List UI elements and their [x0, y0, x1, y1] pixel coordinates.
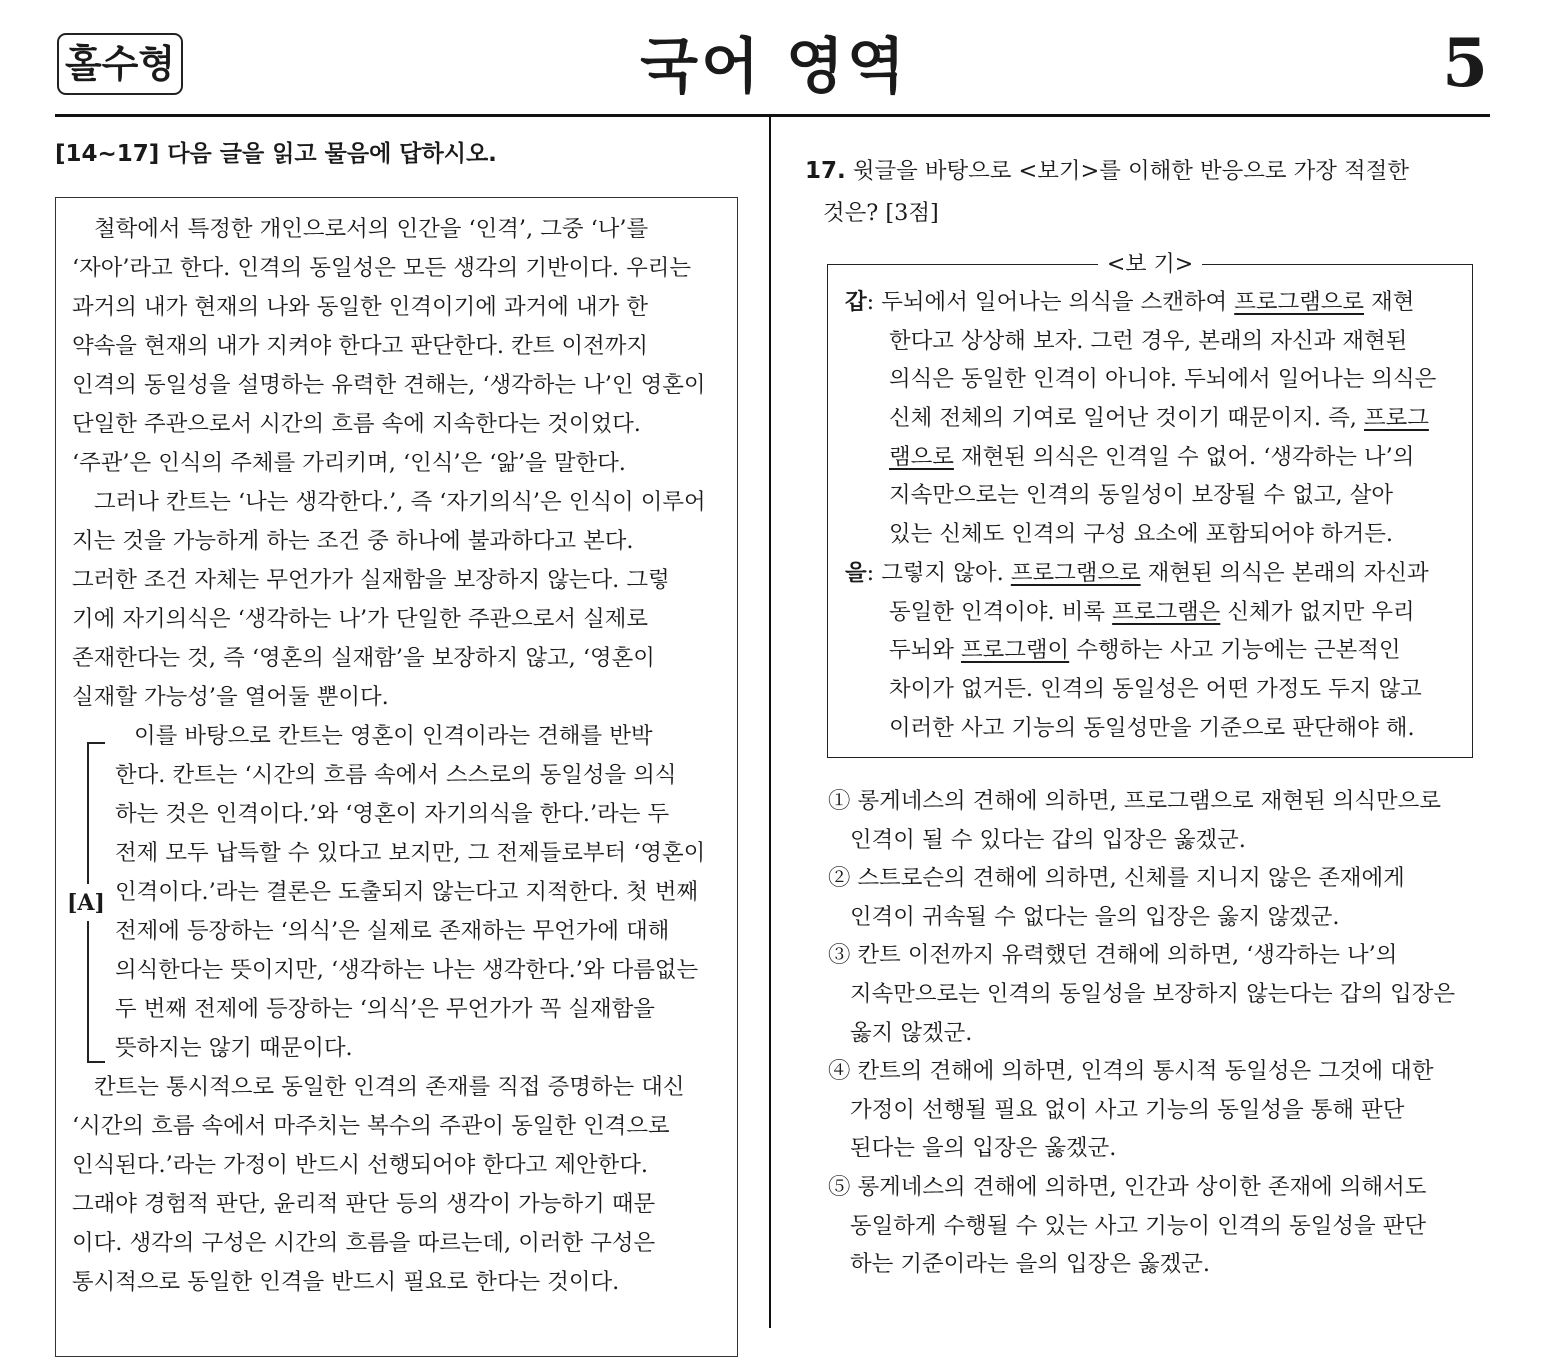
- bogi-line: 지속만으로는 인격의 동일성이 보장될 수 없고, 살아: [889, 482, 1394, 509]
- passage-line: 단일한 주관으로서 시간의 흐름 속에 지속한다는 것이었다.: [72, 411, 641, 437]
- choice-3[interactable]: ③ 칸트 이전까지 유력했던 견해에 의하면, ‘생각하는 나’의: [828, 942, 1398, 969]
- question-stem: [805, 150, 1473, 234]
- passage-line: 인격의 동일성을 설명하는 유력한 견해는, ‘생각하는 나’인 영혼이: [72, 372, 706, 398]
- bracket-a-label: [A]: [67, 885, 105, 921]
- header-rule: [55, 114, 1490, 117]
- bogi-segment: 신체 전체의 기여로 일어난 것이기 때문이지. 즉,: [889, 405, 1365, 432]
- bogi-line: 한다고 상상해 보자. 그런 경우, 본래의 자신과 재현된: [889, 327, 1408, 354]
- question-stem-line: [805, 150, 1473, 192]
- bogi-line: 이러한 사고 기능의 동일성만을 기준으로 판단해야 해.: [889, 714, 1415, 741]
- bogi-segment: 신체가 없지만 우리: [1220, 598, 1415, 625]
- choice-4-cont: 가정이 선행될 필요 없이 사고 기능의 동일성을 통해 판단: [850, 1096, 1405, 1123]
- passage-line-a: 인격이다.’라는 결론은 도출되지 않는다고 지적한다. 첫 번째: [115, 879, 699, 905]
- passage-instruction: [14~17] 다음 글을 읽고 물음에 답하시오.: [55, 141, 497, 167]
- passage-line: 칸트는 통시적으로 동일한 인격의 존재를 직접 증명하는 대신: [94, 1074, 685, 1100]
- bogi-segment: 재현: [1364, 289, 1415, 315]
- bogi-line: [845, 283, 1457, 322]
- bogi-segment: 두뇌와: [889, 637, 962, 664]
- bogi-line: 있는 신체도 인격의 구성 요소에 포함되어야 하거든.: [889, 521, 1394, 548]
- bogi-segment: : 그렇지 않아.: [866, 559, 1011, 586]
- passage-line-a: 이를 바탕으로 칸트는 영혼이 인격이라는 견해를 반박: [134, 723, 653, 749]
- choice-2-cont: 인격이 귀속될 수 없다는 을의 입장은 옳지 않겠군.: [850, 903, 1340, 930]
- bogi-segment: 수행하는 사고 기능에는 근본적인: [1069, 637, 1401, 664]
- passage-text: [72, 210, 718, 1302]
- bogi-segment: : 두뇌에서 일어나는 의식을 스캔하여: [866, 289, 1235, 315]
- passage-line: 인식된다.’라는 가정이 반드시 선행되어야 한다고 제안한다.: [72, 1152, 649, 1178]
- question-stem-line: 것은? [3점]: [823, 200, 939, 226]
- bogi-line: [845, 631, 1457, 670]
- bogi-line: 의식은 동일한 인격이 아니야. 두뇌에서 일어나는 의식은: [889, 366, 1437, 393]
- underlined-program: 프로그: [1364, 405, 1429, 432]
- underlined-program: 프로그램으로: [1234, 289, 1364, 315]
- speaker-gap: 갑: [845, 289, 867, 315]
- bogi-segment: 재현된 의식은 인격일 수 없어. ‘생각하는 나’의: [953, 443, 1415, 470]
- page-number: 5: [1442, 24, 1488, 102]
- column-divider: [769, 117, 771, 1328]
- passage-line: ‘시간의 흐름 속에서 마주치는 복수의 주관이 동일한 인격으로: [72, 1113, 670, 1139]
- passage-line: 통시적으로 동일한 인격을 반드시 필요로 한다는 것이다.: [72, 1269, 620, 1295]
- choice-3-cont: 옳지 않겠군.: [850, 1019, 973, 1046]
- choice-1-cont: 인격이 될 수 있다는 갑의 입장은 옳겠군.: [850, 826, 1246, 853]
- bogi-text: [845, 283, 1457, 747]
- passage-line-a: 뜻하지는 않기 때문이다.: [115, 1035, 353, 1061]
- underlined-program: 프로그램으로: [1010, 559, 1141, 586]
- bogi-title: <보 기>: [1098, 250, 1202, 280]
- bogi-line: [845, 554, 1457, 593]
- question-number: 17.: [805, 158, 846, 184]
- underlined-program: 프로그램이: [961, 637, 1070, 664]
- bogi-segment: 재현된 의식은 본래의 자신과: [1140, 559, 1429, 586]
- passage-line: 이다. 생각의 구성은 시간의 흐름을 따르는데, 이러한 구성은: [72, 1230, 656, 1256]
- passage-line-a: 전제에 등장하는 ‘의식’은 실제로 존재하는 무언가에 대해: [115, 918, 670, 944]
- passage-line: 약속을 현재의 내가 지켜야 한다고 판단한다. 칸트 이전까지: [72, 333, 649, 359]
- passage-line-a: 의식한다는 뜻이지만, ‘생각하는 나는 생각한다.’와 다름없는: [115, 957, 699, 983]
- passage-line: 과거의 내가 현재의 나와 동일한 인격이기에 과거에 내가 한: [72, 294, 649, 320]
- passage-line: ‘주관’은 인식의 주체를 가리키며, ‘인식’은 ‘앎’을 말한다.: [72, 450, 626, 476]
- bogi-line: [845, 399, 1457, 438]
- speaker-eul: 을: [845, 559, 867, 586]
- passage-line-a: 두 번째 전제에 등장하는 ‘의식’은 무언가가 꼭 실재함을: [115, 996, 655, 1022]
- choice-5-cont: 하는 기준이라는 을의 입장은 옳겠군.: [850, 1251, 1211, 1278]
- bogi-line: [845, 438, 1457, 477]
- passage-line: 그러나 칸트는 ‘나는 생각한다.’, 즉 ‘자기의식’은 인식이 이루어: [94, 489, 706, 515]
- choice-4-cont: 된다는 을의 입장은 옳겠군.: [850, 1135, 1117, 1162]
- passage-line: 기에 자기의식은 ‘생각하는 나’가 단일한 주관으로서 실제로: [72, 606, 649, 632]
- bogi-line: [845, 593, 1457, 632]
- bogi-line: 차이가 없거든. 인격의 동일성은 어떤 가정도 두지 않고: [889, 675, 1422, 702]
- passage-line-a: 하는 것은 인격이다.’와 ‘영혼이 자기의식을 한다.’라는 두: [115, 801, 670, 827]
- exam-type-badge: 홀수형: [57, 33, 183, 95]
- choice-4[interactable]: ④ 칸트의 견해에 의하면, 인격의 통시적 동일성은 그것에 대한: [828, 1058, 1434, 1085]
- passage-line: 실재할 가능성’을 열어둘 뿐이다.: [72, 684, 389, 710]
- choice-2[interactable]: ② 스트로슨의 견해에 의하면, 신체를 지니지 않은 존재에게: [828, 865, 1405, 892]
- bogi-segment: 동일한 인격이야. 비록: [889, 598, 1113, 625]
- underlined-program: 램으로: [889, 443, 954, 470]
- passage-line: ‘자아’라고 한다. 인격의 동일성은 모든 생각의 기반이다. 우리는: [72, 255, 692, 281]
- passage-line: 철학에서 특정한 개인으로서의 인간을 ‘인격’, 그중 ‘나’를: [94, 216, 649, 242]
- question-text: 윗글을 바탕으로 <보기>를 이해한 반응으로 가장 적절한: [852, 158, 1409, 184]
- passage-line: 존재한다는 것, 즉 ‘영혼의 실재함’을 보장하지 않고, ‘영혼이: [72, 645, 655, 671]
- passage-line: 지는 것을 가능하게 하는 조건 중 하나에 불과하다고 본다.: [72, 528, 634, 554]
- choice-3-cont: 지속만으로는 인격의 동일성을 보장하지 않는다는 갑의 입장은: [850, 980, 1456, 1007]
- passage-line: 그러한 조건 자체는 무언가가 실재함을 보장하지 않는다. 그렇: [72, 567, 670, 593]
- choice-5-cont: 동일하게 수행될 수 있는 사고 기능이 인격의 동일성을 판단: [850, 1212, 1427, 1239]
- choice-1[interactable]: ① 롱게네스의 견해에 의하면, 프로그램으로 재현된 의식만으로: [828, 788, 1441, 814]
- passage-line-a: 전제 모두 납득할 수 있다고 보지만, 그 전제들로부터 ‘영혼이: [115, 840, 706, 866]
- underlined-program: 프로그램은: [1112, 598, 1221, 625]
- answer-choices: [828, 782, 1473, 1284]
- passage-line-a: 한다. 칸트는 ‘시간의 흐름 속에서 스스로의 동일성을 의식: [115, 762, 677, 788]
- passage-line: 그래야 경험적 판단, 윤리적 판단 등의 생각이 가능하기 때문: [72, 1191, 656, 1217]
- choice-5[interactable]: ⑤ 롱게네스의 견해에 의하면, 인간과 상이한 존재에 의해서도: [828, 1173, 1427, 1200]
- subject-title: 국어 영역: [640, 32, 908, 102]
